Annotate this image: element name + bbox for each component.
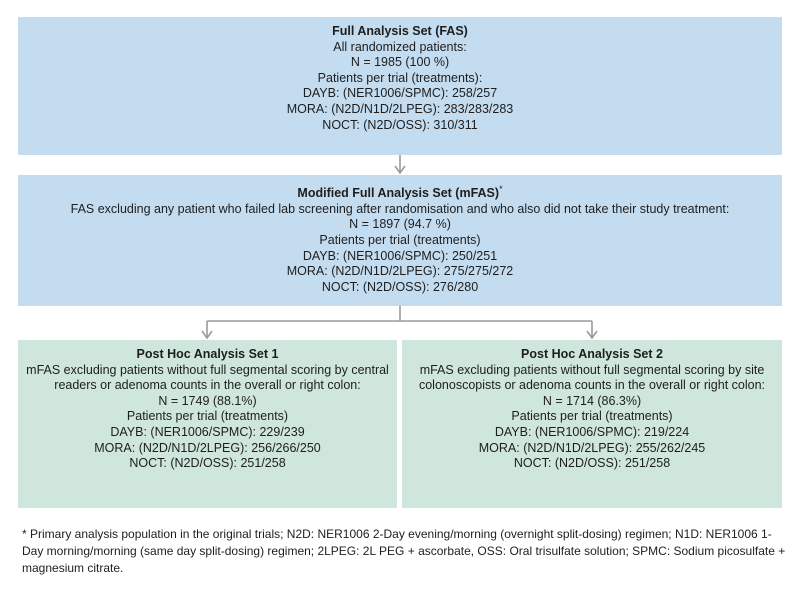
mfas-title-mark: *	[499, 184, 503, 194]
mfas-line: FAS excluding any patient who failed lab screening after randomisation and who also did not take their study treatment:	[70, 201, 730, 216]
mfas-line: Patients per trial (treatments)	[319, 232, 481, 247]
fas-line: MORA: (N2D/N1D/2LPEG): 283/283/283	[286, 101, 514, 116]
ph1-description: mFAS excluding patients without full segmental scoring by central readers or adenoma counts in the overall or right colon:	[26, 362, 389, 393]
ph2-line: MORA: (N2D/N1D/2LPEG): 255/262/245	[478, 440, 706, 455]
fas-box	[18, 17, 782, 155]
ph2-description: mFAS excluding patients without full segmental scoring by site colonoscopists or adenoma counts in the overall or right colon:	[418, 362, 766, 393]
ph1-line: N = 1749 (88.1%)	[158, 393, 257, 408]
ph1-line: NOCT: (N2D/OSS): 251/258	[129, 456, 286, 471]
ph2-line: DAYB: (NER1006/SPMC): 219/224	[494, 424, 690, 439]
mfas-line: MORA: (N2D/N1D/2LPEG): 275/275/272	[286, 264, 514, 279]
ph1-line: Patients per trial (treatments)	[126, 409, 289, 424]
fas-line: DAYB: (NER1006/SPMC): 258/257	[302, 86, 498, 101]
fas-line: Patients per trial (treatments):	[317, 70, 483, 85]
footnote: * Primary analysis population in the original trials; N2D: NER1006 2-Day evening/morning (overnight split-dosing) regimen; N1D: NER1006 1-Day morning/morning (same day split-dosing) regimen; 2LPEG: 2L PEG + ascorbate, OSS: Oral trisulfate solution; SPMC: Sodium picosulfate + magnesium citrate.	[22, 527, 786, 575]
fas-line: NOCT: (N2D/OSS): 310/311	[322, 117, 478, 132]
mfas-line: NOCT: (N2D/OSS): 276/280	[321, 279, 479, 294]
ph1-title: Post Hoc Analysis Set 1	[136, 347, 279, 361]
fas-title: Full Analysis Set (FAS)	[332, 24, 468, 38]
mfas-line: N = 1897 (94.7 %)	[349, 217, 451, 232]
mfas-box	[18, 175, 782, 306]
mfas-title: Modified Full Analysis Set (mFAS)	[297, 186, 500, 201]
post-hoc-set-2-box	[402, 340, 782, 508]
ph2-line: NOCT: (N2D/OSS): 251/258	[513, 456, 671, 471]
fas-line: N = 1985 (100 %)	[350, 55, 450, 70]
ph2-line: N = 1714 (86.3%)	[542, 393, 642, 408]
post-hoc-set-1-box	[18, 340, 397, 508]
ph1-line: DAYB: (NER1006/SPMC): 229/239	[110, 424, 305, 439]
mfas-title-row	[18, 182, 782, 202]
mfas-line: DAYB: (NER1006/SPMC): 250/251	[302, 248, 498, 263]
ph1-line: MORA: (N2D/N1D/2LPEG): 256/266/250	[94, 440, 321, 455]
ph2-line: Patients per trial (treatments)	[511, 409, 673, 424]
fas-line: All randomized patients:	[333, 39, 467, 54]
ph2-title: Post Hoc Analysis Set 2	[521, 347, 663, 361]
